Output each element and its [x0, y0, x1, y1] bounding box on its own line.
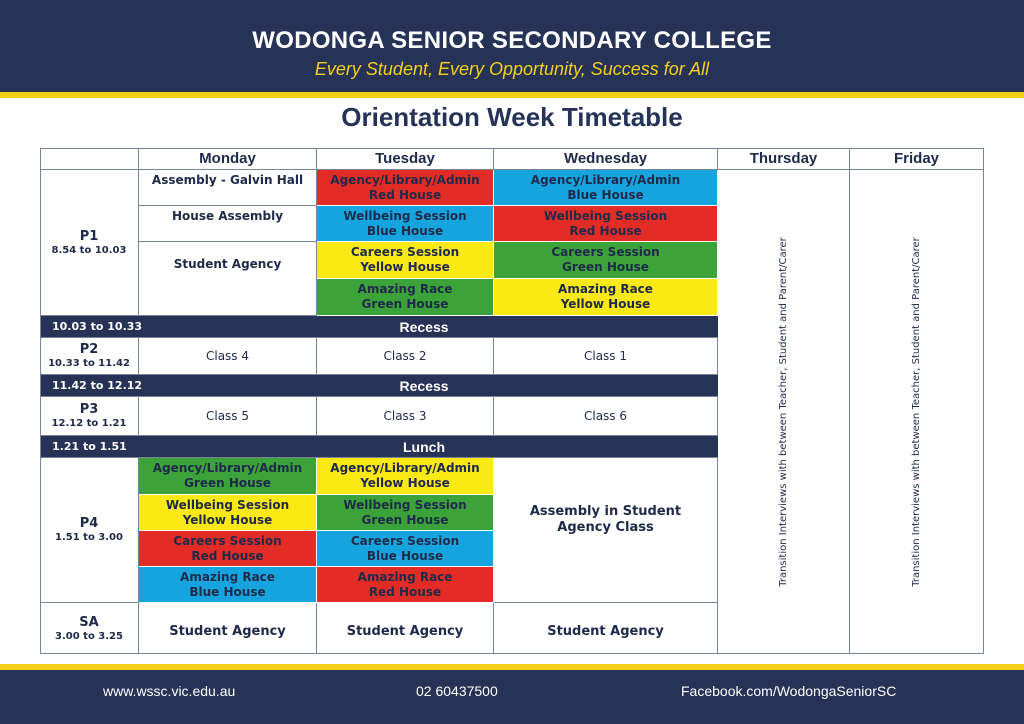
- wednesday-sa-student-agency: Student Agency: [494, 603, 718, 654]
- activity-name: Amazing Race: [180, 569, 275, 584]
- period-time: 8.54 to 10.03: [51, 244, 127, 256]
- period-name: P2: [79, 342, 99, 357]
- house-name: Green House: [184, 476, 271, 490]
- monday-p1-house-assembly: House Assembly: [139, 206, 317, 242]
- timetable-grid: [40, 148, 984, 654]
- monday-sa-student-agency: Student Agency: [139, 603, 317, 654]
- house-name: Green House: [361, 297, 449, 311]
- break-label: Recess: [399, 377, 449, 394]
- period-label-p1: [40, 170, 139, 316]
- break-bar-recess-2: [40, 375, 718, 397]
- column-header-thursday: Thursday: [718, 148, 850, 170]
- tuesday-p1-slot-1: [317, 170, 494, 206]
- wednesday-p1-slot-3: [494, 242, 718, 279]
- period-label-p4: [40, 458, 139, 603]
- tuesday-p4-slot-3: [317, 531, 494, 567]
- header-gold-stripe: [0, 92, 1024, 98]
- thursday-interviews-text: Transition Interviews with between Teacher, Student and Parent/Carer: [777, 237, 789, 587]
- monday-p1-assembly: Assembly - Galvin Hall: [139, 170, 317, 206]
- activity-name: Wellbeing Session: [343, 208, 467, 223]
- monday-p4-slot-4: [139, 567, 317, 603]
- friday-interviews-text: Transition Interviews with between Teacher, Student and Parent/Carer: [911, 237, 923, 587]
- timetable-title: Orientation Week Timetable: [341, 102, 683, 132]
- tuesday-p1-slot-2: [317, 206, 494, 242]
- house-name: Blue House: [567, 187, 644, 202]
- period-name: P3: [79, 402, 99, 417]
- house-name: Yellow House: [182, 512, 273, 527]
- break-label: Lunch: [403, 438, 445, 455]
- house-name: Blue House: [189, 584, 266, 599]
- footer-website-link[interactable]: www.wssc.vic.edu.au: [103, 683, 236, 699]
- monday-p1-student-agency: Student Agency: [139, 242, 317, 316]
- house-name: Blue House: [366, 548, 444, 563]
- thursday-all-day-cell: [718, 170, 850, 654]
- house-name: Yellow House: [560, 297, 651, 311]
- house-name: Green House: [361, 512, 449, 527]
- college-tagline: Every Student, Every Opportunity, Success for All: [314, 59, 710, 79]
- activity-name: Careers Session: [551, 245, 660, 259]
- wednesday-p1-slot-1: [494, 170, 718, 206]
- monday-p2-class: Class 4: [139, 338, 317, 375]
- period-name: P4: [79, 516, 99, 531]
- monday-p3-class: Class 5: [139, 397, 317, 436]
- wednesday-p4-assembly: Assembly in Student Agency Class: [494, 458, 718, 603]
- house-name: Red House: [569, 223, 642, 238]
- tuesday-p4-slot-1: [317, 458, 494, 495]
- footer-phone: 02 60437500: [416, 683, 498, 699]
- tuesday-p3-class: Class 3: [317, 397, 494, 436]
- column-header-friday: Friday: [850, 148, 984, 170]
- period-time: 10.33 to 11.42: [48, 358, 130, 369]
- wednesday-p1-slot-2: [494, 206, 718, 242]
- activity-name: Careers Session: [350, 533, 460, 548]
- activity-name: Agency/Library/Admin: [330, 172, 480, 187]
- activity-name: Wellbeing Session: [343, 497, 467, 512]
- column-header-wednesday: Wednesday: [494, 148, 718, 170]
- period-name: P1: [79, 228, 99, 244]
- column-header-monday: Monday: [139, 148, 317, 170]
- header-corner-cell: [40, 148, 139, 170]
- college-name: WODONGA SENIOR SECONDARY COLLEGE: [252, 27, 772, 54]
- column-header-tuesday: Tuesday: [317, 148, 494, 170]
- house-name: Red House: [368, 187, 442, 202]
- wednesday-p1-slot-4: [494, 279, 718, 316]
- tuesday-p2-class: Class 2: [317, 338, 494, 375]
- break-time: 11.42 to 12.12: [52, 379, 143, 392]
- period-label-p3: [40, 397, 139, 436]
- break-label: Recess: [399, 318, 449, 335]
- activity-name: Agency/Library/Admin: [152, 461, 303, 475]
- period-time: 3.00 to 3.25: [55, 630, 123, 642]
- period-time: 1.51 to 3.00: [55, 532, 123, 543]
- tuesday-sa-student-agency: Student Agency: [317, 603, 494, 654]
- activity-name: Wellbeing Session: [165, 497, 290, 512]
- wednesday-p2-class: Class 1: [494, 338, 718, 375]
- tuesday-p4-slot-4: [317, 567, 494, 603]
- house-name: Yellow House: [360, 260, 450, 274]
- tuesday-p1-slot-3: [317, 242, 494, 279]
- activity-name: Wellbeing Session: [543, 208, 668, 223]
- period-label-sa: [40, 603, 139, 654]
- house-name: Green House: [562, 260, 649, 274]
- monday-p4-slot-1: [139, 458, 317, 495]
- house-name: Red House: [368, 584, 442, 599]
- break-time: 10.03 to 10.33: [52, 320, 143, 333]
- activity-name: Careers Session: [350, 245, 460, 259]
- break-bar-recess-1: [40, 316, 718, 338]
- activity-name: Amazing Race: [357, 569, 453, 584]
- house-name: Red House: [191, 548, 264, 563]
- activity-name: Agency/Library/Admin: [530, 172, 681, 187]
- monday-p4-slot-3: [139, 531, 317, 567]
- tuesday-p1-slot-4: [317, 279, 494, 316]
- period-time: 12.12 to 1.21: [51, 418, 127, 429]
- break-bar-lunch: [40, 436, 718, 458]
- activity-name: Amazing Race: [357, 282, 453, 296]
- footer-facebook-link[interactable]: Facebook.com/WodongaSeniorSC: [681, 683, 897, 699]
- period-name: SA: [79, 614, 99, 630]
- wednesday-p3-class: Class 6: [494, 397, 718, 436]
- friday-all-day-cell: [850, 170, 984, 654]
- monday-p4-slot-2: [139, 495, 317, 531]
- house-name: Blue House: [366, 223, 444, 238]
- period-label-p2: [40, 338, 139, 375]
- house-name: Yellow House: [360, 476, 450, 490]
- tuesday-p4-slot-2: [317, 495, 494, 531]
- break-time: 1.21 to 1.51: [52, 440, 127, 453]
- activity-name: Agency/Library/Admin: [330, 461, 480, 475]
- activity-name: Careers Session: [173, 533, 282, 548]
- activity-name: Amazing Race: [558, 282, 653, 296]
